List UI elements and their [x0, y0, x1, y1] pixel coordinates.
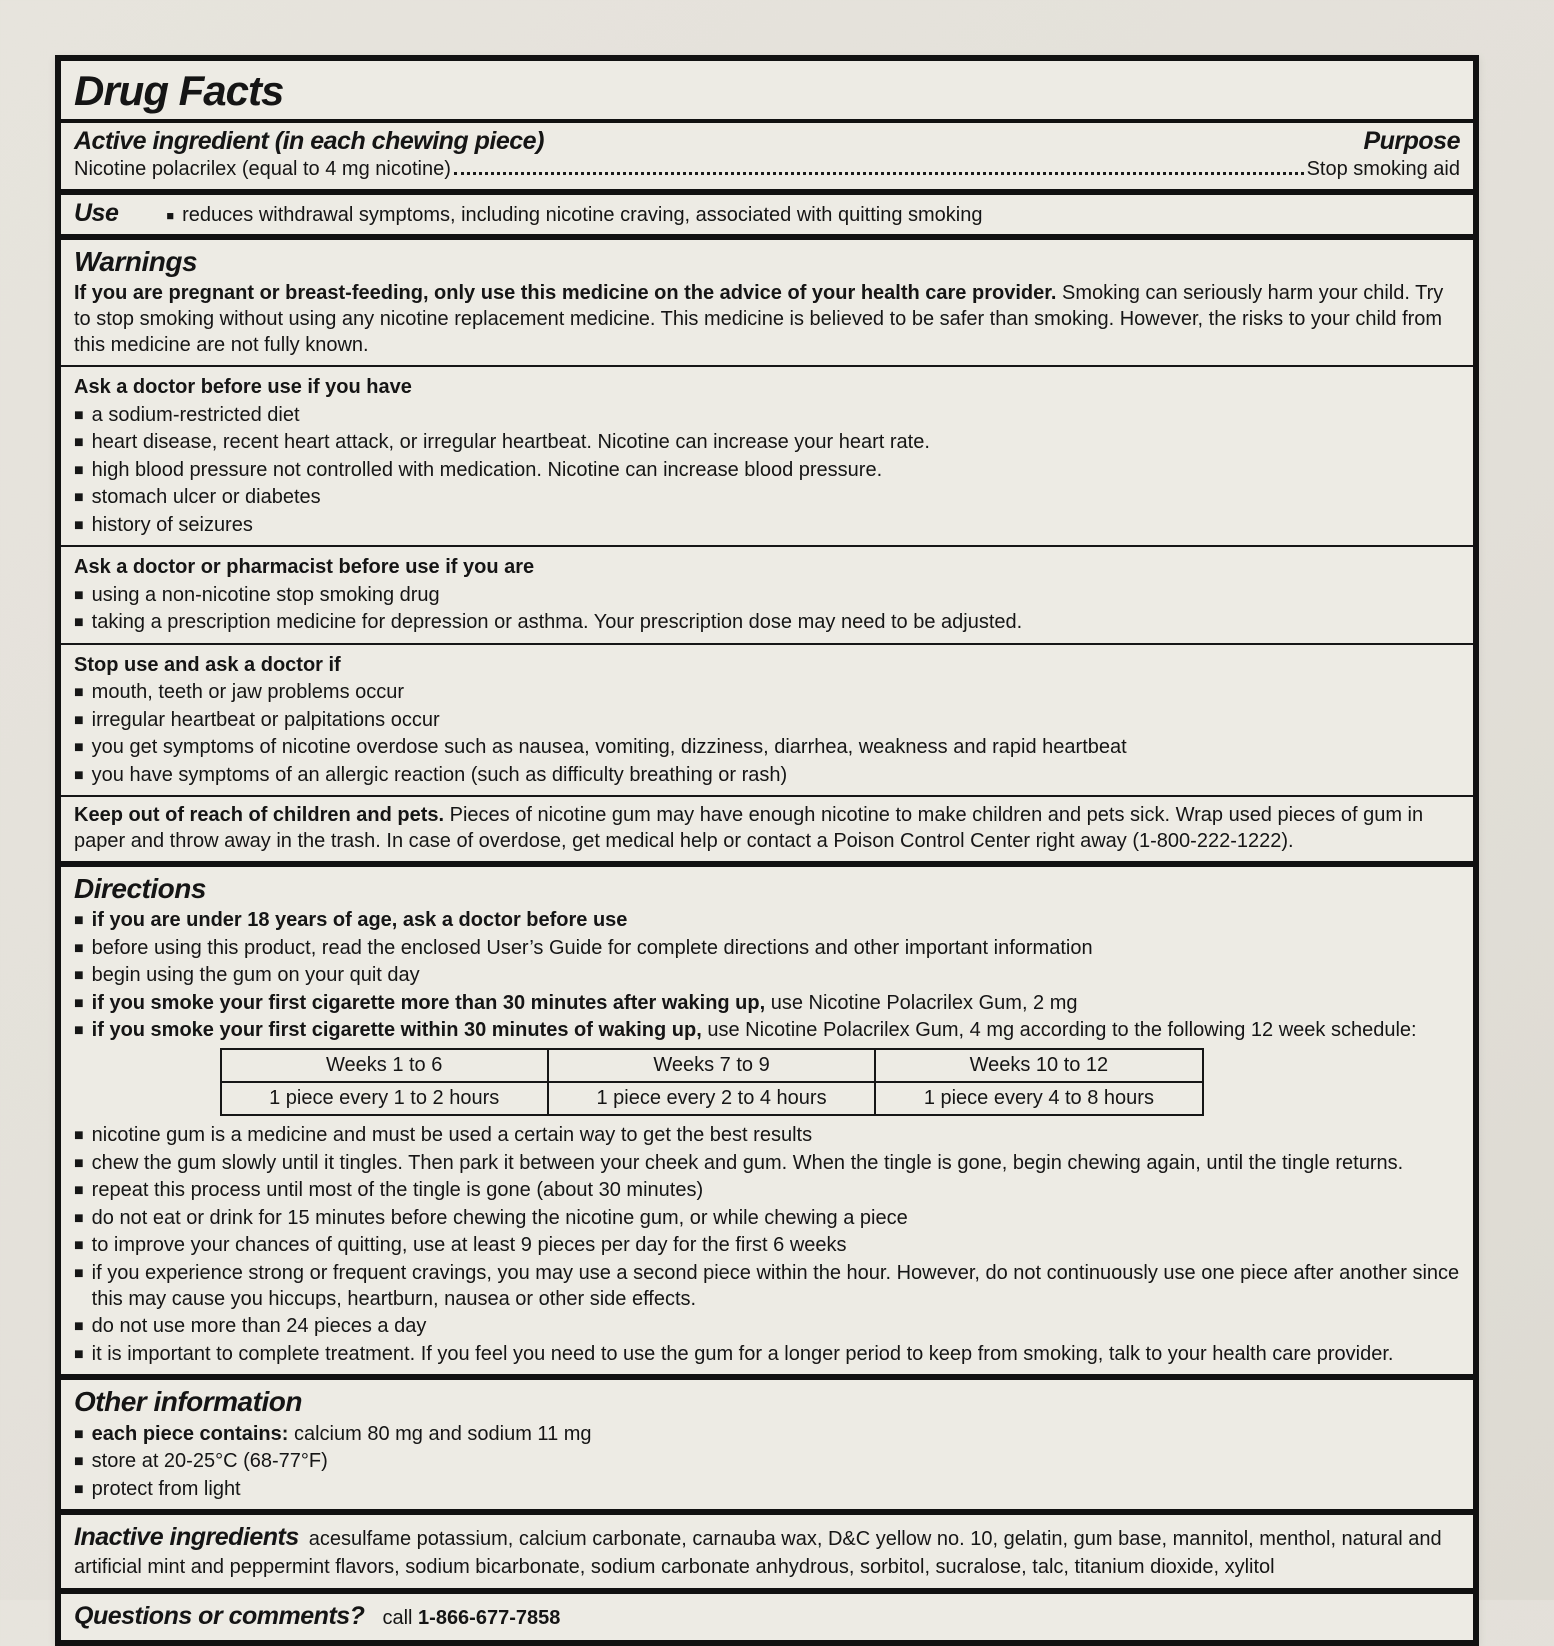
bullet-icon [74, 484, 92, 510]
list-item: ■ irregular heartbeat or palpitations occur [74, 707, 1460, 733]
pregnancy-warning: If you are pregnant or breast-feeding, only use this medicine on the advice of your health care provider. Smoking can seriously harm your child. Try to stop smoking without using any nicotine replacement medicine. This medicine is believed to be safer than smoking. However, the risks to your child from this medicine are not fully known. [74, 282, 1444, 357]
bullet-icon [166, 208, 182, 226]
bullet-icon [74, 1448, 92, 1474]
stop-use-heading: Stop use and ask a doctor if [74, 653, 341, 676]
inactive-ingredients-section [61, 1515, 1473, 1588]
bullet-icon [74, 1421, 92, 1447]
use-text: reduces withdrawal symptoms, including nicotine craving, associated with quitting smoking [182, 204, 983, 227]
dosing-schedule-table [220, 1048, 1204, 1116]
bullet-icon [74, 1341, 92, 1367]
call-label: call [382, 1606, 413, 1629]
bullet-icon [74, 1260, 92, 1286]
list-item: ■ chew the gum slowly until it tingles. Then park it between your cheek and gum. When the tingle is gone, begin chewing again, until the tingle returns. [74, 1150, 1460, 1176]
bullet-icon [74, 1476, 92, 1502]
active-ingredient-heading: Active ingredient (in each chewing piece) [74, 127, 544, 156]
table-header-cell: Weeks 1 to 6 [221, 1049, 548, 1082]
dotted-leader [454, 172, 1304, 175]
warnings-heading: Warnings [74, 246, 198, 278]
bullet-icon [74, 1313, 92, 1339]
bullet-icon [74, 429, 92, 455]
bullet-icon [74, 1017, 92, 1043]
list-item: ■ you have symptoms of an allergic reaction (such as difficulty breathing or rash) [74, 762, 1460, 788]
list-item: ■ begin using the gum on your quit day [74, 962, 1460, 988]
list-item: ■ do not eat or drink for 15 minutes before chewing the nicotine gum, or while chewing a piece [74, 1205, 1460, 1231]
questions-line [74, 1600, 1460, 1633]
table-header-row [221, 1049, 1203, 1082]
list-item: ■ using a non-nicotine stop smoking drug [74, 582, 1460, 608]
list-item: ■ store at 20-25°C (68-77°F) [74, 1448, 1460, 1474]
bullet-icon [74, 1232, 92, 1258]
list-item: ■ nicotine gum is a medicine and must be used a certain way to get the best results [74, 1122, 1460, 1148]
questions-heading: Questions or comments? [74, 1601, 365, 1630]
bullet-icon [74, 707, 92, 733]
list-item: ■ high blood pressure not controlled with medication. Nicotine can increase blood pressure. [74, 457, 1460, 483]
list-item: ■ stomach ulcer or diabetes [74, 484, 1460, 510]
bullet-icon [74, 990, 92, 1016]
list-item: ■ if you experience strong or frequent cravings, you may use a second piece within the hour. However, do not continuously use one piece after another since this may cause you hiccups, heartburn, nausea or other side effects. [74, 1260, 1460, 1312]
bullet-icon [74, 907, 92, 933]
table-cell: 1 piece every 1 to 2 hours [221, 1082, 548, 1115]
list-item: ■ mouth, teeth or jaw problems occur [74, 679, 1460, 705]
use-heading: Use [74, 199, 119, 228]
active-ingredient-section [61, 123, 1473, 189]
list-item: ■ repeat this process until most of the tingle is gone (about 30 minutes) [74, 1177, 1460, 1203]
phone-number: 1-866-677-7858 [418, 1606, 561, 1629]
drug-facts-title: Drug Facts [74, 67, 284, 114]
ask-pharmacist-heading: Ask a doctor or pharmacist before use if you are [74, 556, 535, 579]
list-item: ■ heart disease, recent heart attack, or irregular heartbeat. Nicotine can increase your heart rate. [74, 429, 1460, 455]
list-item: ■ it is important to complete treatment. If you feel you need to use the gum for a longer period to keep from smoking, talk to your health care provider. [74, 1341, 1460, 1367]
drug-facts-label [55, 55, 1479, 1646]
ask-doctor-heading: Ask a doctor before use if you have [74, 376, 412, 399]
other-information-section [61, 1380, 1473, 1509]
list-item: ■ history of seizures [74, 512, 1460, 538]
questions-section [61, 1594, 1473, 1641]
bullet-icon [74, 1205, 92, 1231]
stop-use-subsection [61, 645, 1473, 796]
bullet-icon [74, 762, 92, 788]
bullet-icon [74, 935, 92, 961]
table-value-row [221, 1082, 1203, 1115]
bullet-icon [74, 1122, 92, 1148]
bullet-icon [74, 457, 92, 483]
bullet-icon [74, 402, 92, 428]
list-item: ■ if you are under 18 years of age, ask a doctor before use [74, 907, 1460, 933]
list-item: ■ you get symptoms of nicotine overdose such as nausea, vomiting, dizziness, diarrhea, weakness and rapid heartbeat [74, 734, 1460, 760]
bullet-icon [74, 1177, 92, 1203]
bullet-icon [74, 582, 92, 608]
list-item: ■ if you smoke your first cigarette more than 30 minutes after waking up, use Nicotine Polacrilex Gum, 2 mg [74, 990, 1460, 1016]
bullet-icon [74, 962, 92, 988]
other-information-heading: Other information [74, 1386, 302, 1418]
warnings-section [61, 240, 1473, 365]
list-item: ■ do not use more than 24 pieces a day [74, 1313, 1460, 1339]
inactive-ingredients-text: Inactive ingredients acesulfame potassium, calcium carbonate, carnauba wax, D&C yellow no. 10, gelatin, gum base, mannitol, menthol, natural and artificial mint and peppermint flavors, sodium bicarbonate, sodium carbonate anhydrous, sorbitol, sucralose, talc, titanium dioxide, xylitol [74, 1523, 1442, 1578]
table-cell: 1 piece every 4 to 8 hours [875, 1082, 1202, 1115]
list-item: ■ before using this product, read the enclosed User’s Guide for complete directions and other important information [74, 935, 1460, 961]
list-item: ■ if you smoke your first cigarette within 30 minutes of waking up, use Nicotine Polacrilex Gum, 4 mg according to the following 12 week schedule: [74, 1017, 1460, 1043]
purpose-heading: Purpose [1363, 127, 1460, 156]
bullet-icon [74, 1150, 92, 1176]
directions-section [61, 867, 1473, 1374]
keep-out-text: Keep out of reach of children and pets. Pieces of nicotine gum may have enough nicotine to make children and pets sick. Wrap used pieces of gum in paper and throw away in the trash. In case of overdose, get medical help or contact a Poison Control Center right away (1-800-222-1222). [74, 804, 1424, 853]
keep-out-of-reach-subsection [61, 797, 1473, 861]
bullet-icon [74, 609, 92, 635]
list-item: ■ a sodium-restricted diet [74, 402, 1460, 428]
bullet-icon [74, 679, 92, 705]
directions-heading: Directions [74, 873, 206, 905]
list-item: ■ to improve your chances of quitting, use at least 9 pieces per day for the first 6 weeks [74, 1232, 1460, 1258]
inactive-ingredients-heading: Inactive ingredients [74, 1523, 299, 1552]
list-item: ■ protect from light [74, 1476, 1460, 1502]
use-section [61, 195, 1473, 234]
bullet-icon [74, 512, 92, 538]
ask-pharmacist-subsection [61, 547, 1473, 643]
table-header-cell: Weeks 7 to 9 [548, 1049, 875, 1082]
table-cell: 1 piece every 2 to 4 hours [548, 1082, 875, 1115]
list-item: ■ taking a prescription medicine for depression or asthma. Your prescription dose may need to be adjusted. [74, 609, 1460, 635]
list-item: ■ each piece contains: calcium 80 mg and sodium 11 mg [74, 1421, 1460, 1447]
bullet-icon [74, 734, 92, 760]
ask-doctor-subsection [61, 367, 1473, 545]
table-header-cell: Weeks 10 to 12 [875, 1049, 1202, 1082]
purpose-value: Stop smoking aid [1306, 158, 1460, 181]
active-ingredient-name: Nicotine polacrilex (equal to 4 mg nicotine) [74, 158, 451, 181]
